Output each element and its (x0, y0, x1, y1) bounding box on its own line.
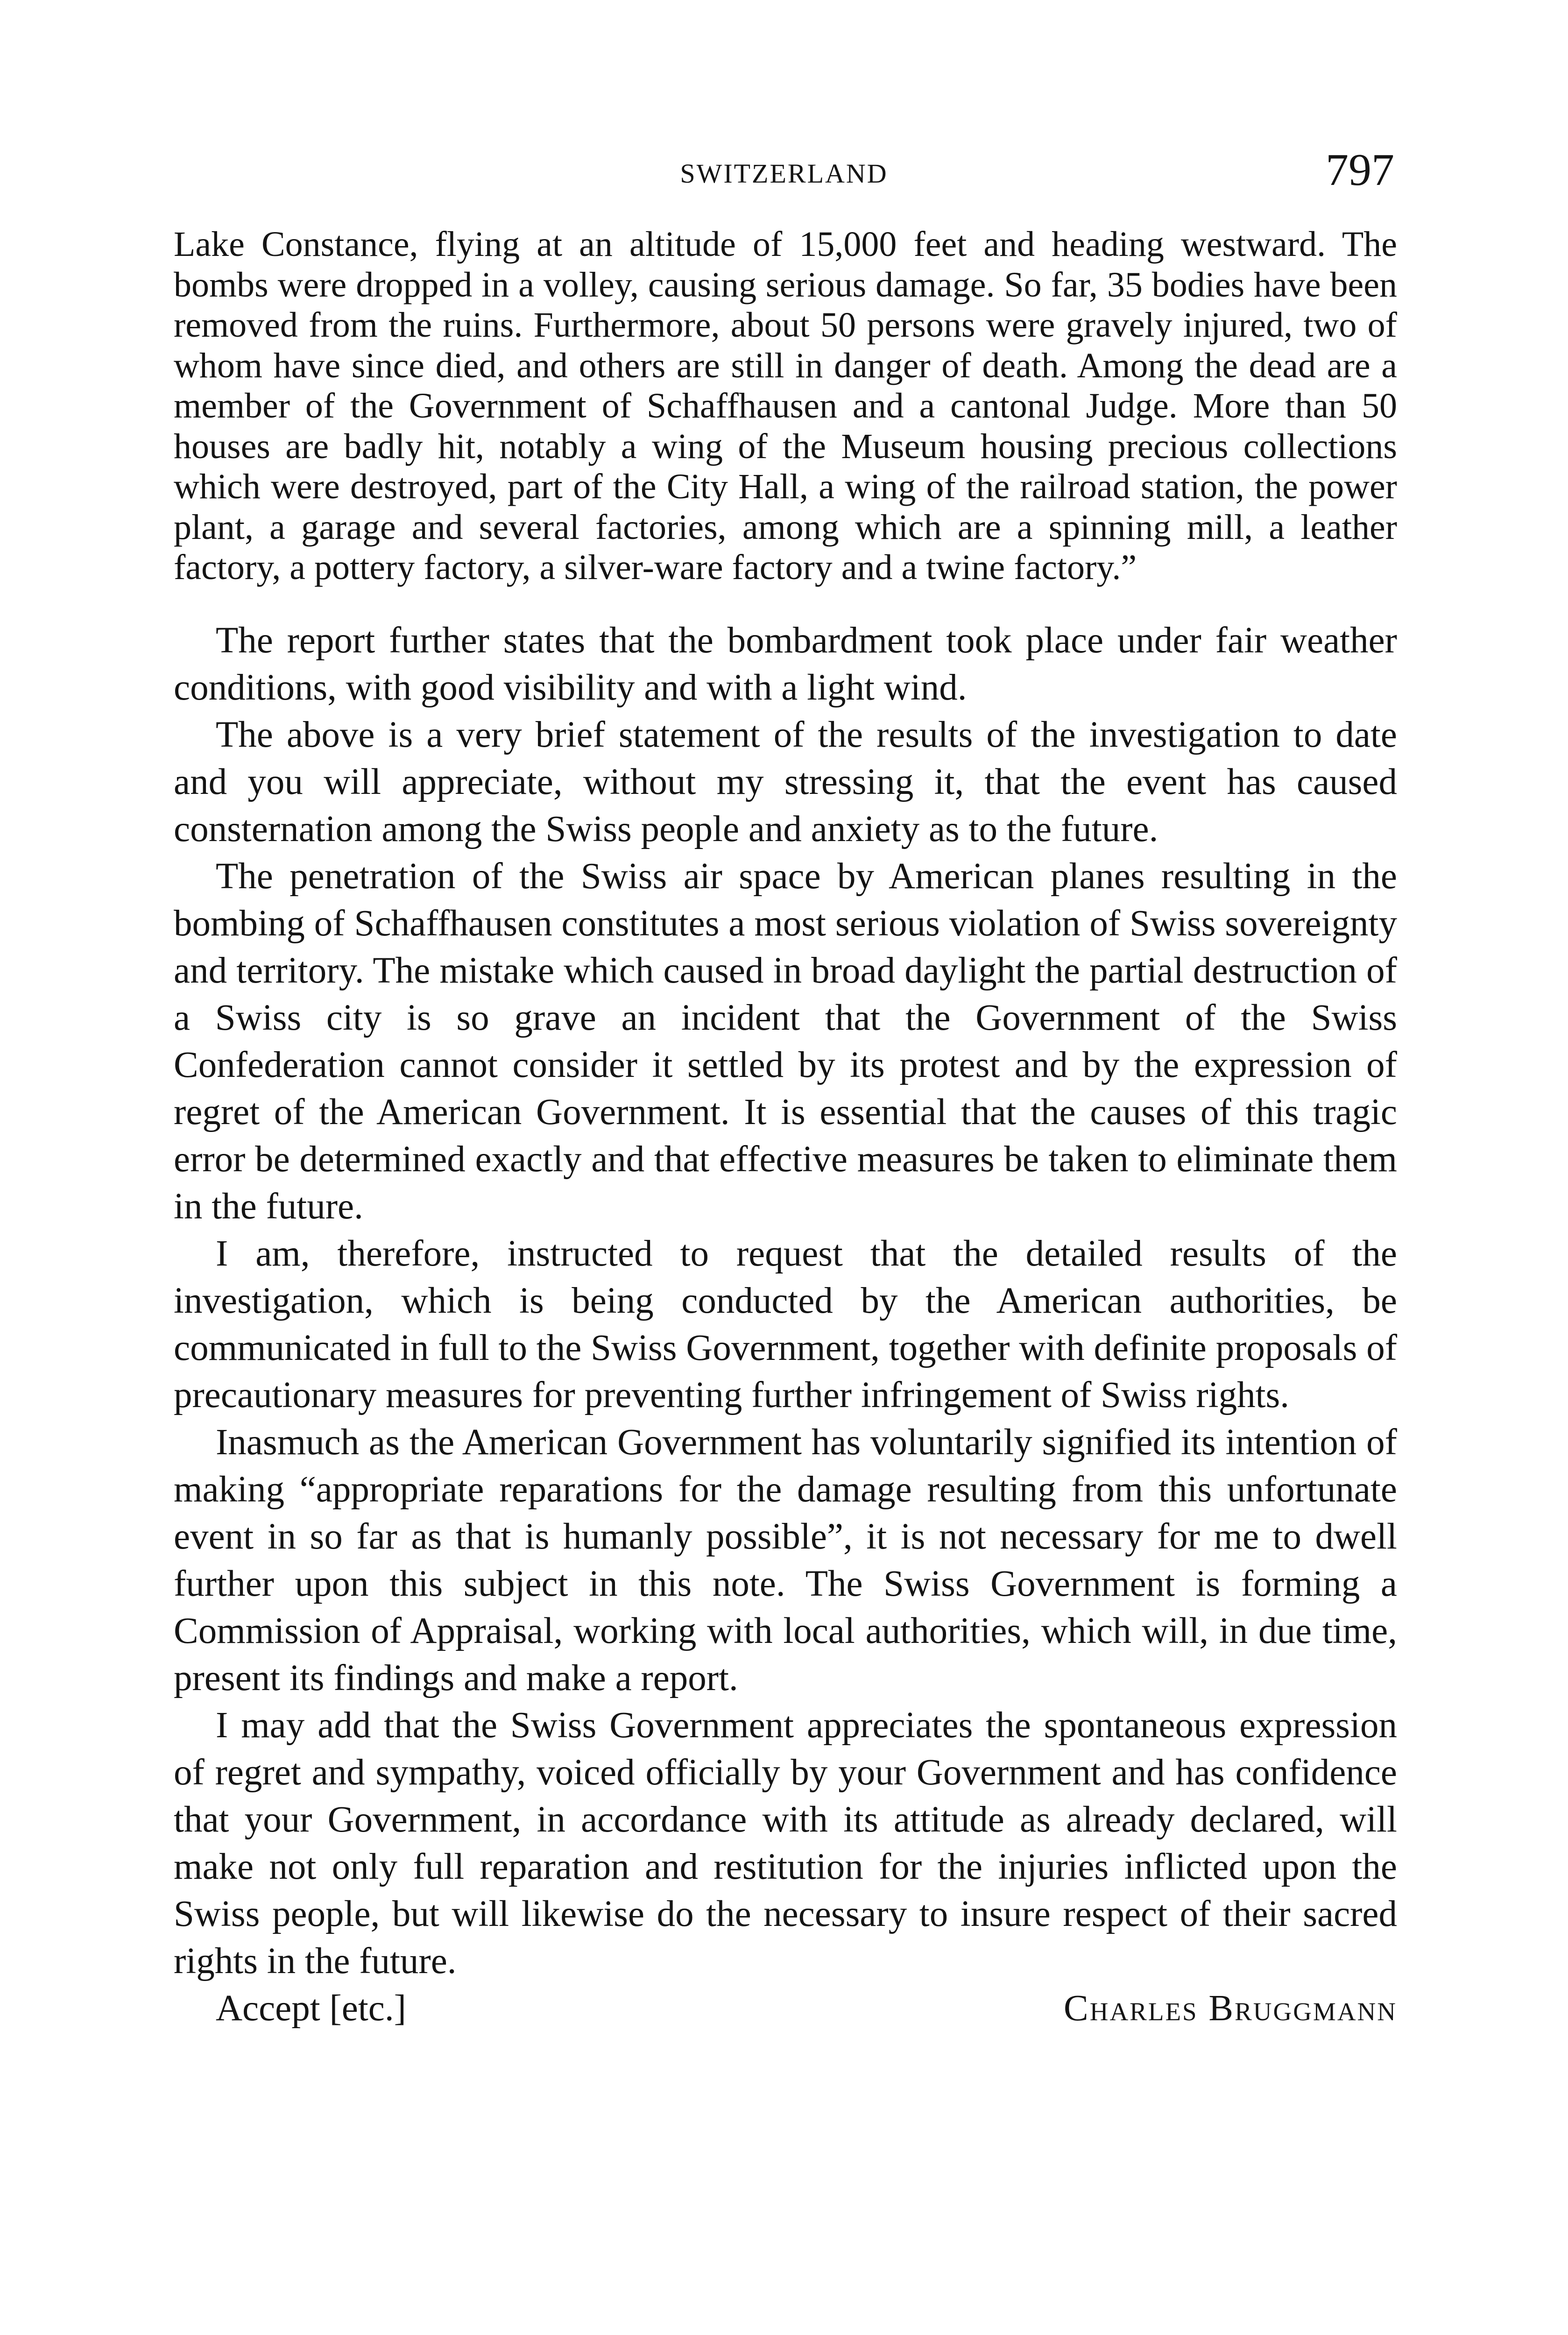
paragraph-confidence: I may add that the Swiss Government appreciates the spontaneous expression of regret and sympathy, voiced officially by your Government and has confidence that your Government, in accordance with its attitude as already declared, will make not only full reparation and restitution for the injuries inflicted upon the Swiss people, but will likewise do the necessary to insure respect of their sacred rights in the future. (174, 1705, 1397, 1981)
signature: Charles Bruggmann (1064, 1988, 1397, 2029)
closing-line (174, 1985, 1397, 2032)
text-column (174, 224, 1397, 2032)
paragraph-investigation-summary: The above is a very brief statement of the results of the investigation to date and you will appreciate, without my stressing it, that the event has caused consternation among the Swiss people and anxiety as to the future. (174, 714, 1397, 849)
quoted-report: Lake Constance, flying at an altitude of 15,000 feet and heading westward. The bombs were dropped in a volley, causing serious damage. So far, 35 bodies have been removed from the ruins. Furthermore, about 50 persons were gravely injured, two of whom have since died, and others are still in danger of death. Among the dead are a member of the Government of Schaffhausen and a cantonal Judge. More than 50 houses are badly hit, notably a wing of the Museum housing precious collections which were destroyed, part of the City Hall, a wing of the railroad station, the power plant, a garage and several factories, among which are a spinning mill, a leather factory, a pottery factory, a silver-ware factory and a twine factory.” (174, 225, 1397, 587)
page-number: 797 (1326, 145, 1394, 195)
complimentary-close: Accept [etc.] (216, 1988, 406, 2029)
paragraph-reparations: Inasmuch as the American Government has voluntarily signified its intention of making “appropriate reparations for the damage resulting from this unfortunate event in so far as that is humanly possible”, it is not necessary for me to dwell further upon this subject in this note. The Swiss Government is forming a Commission of Appraisal, working with local authorities, which will, in due time, present its findings and make a report. (174, 1422, 1397, 1698)
paragraph-request-results: I am, therefore, instructed to request that the detailed results of the investigation, which is being conducted by the American authorities, be communicated in full to the Swiss Government, together with definite proposals of precautionary measures for preventing further infringement of Swiss rights. (174, 1233, 1397, 1415)
paragraph-sovereignty-violation: The penetration of the Swiss air space by American planes resulting in the bombing of Schaffhausen constitutes a most serious violation of Swiss sovereignty and territory. The mistake which caused in broad daylight the partial destruction of a Swiss city is so grave an incident that the Government of the Swiss Confederation cannot consider it settled by its protest and by the expression of regret of the American Government. It is essential that the causes of this tragic error be determined exactly and that effective measures be taken to eliminate them in the future. (174, 856, 1397, 1227)
running-title: SWITZERLAND (680, 158, 888, 189)
running-head (0, 145, 1568, 201)
paragraph-report-weather: The report further states that the bombardment took place under fair weather conditions, with good visibility and with a light wind. (174, 620, 1397, 708)
